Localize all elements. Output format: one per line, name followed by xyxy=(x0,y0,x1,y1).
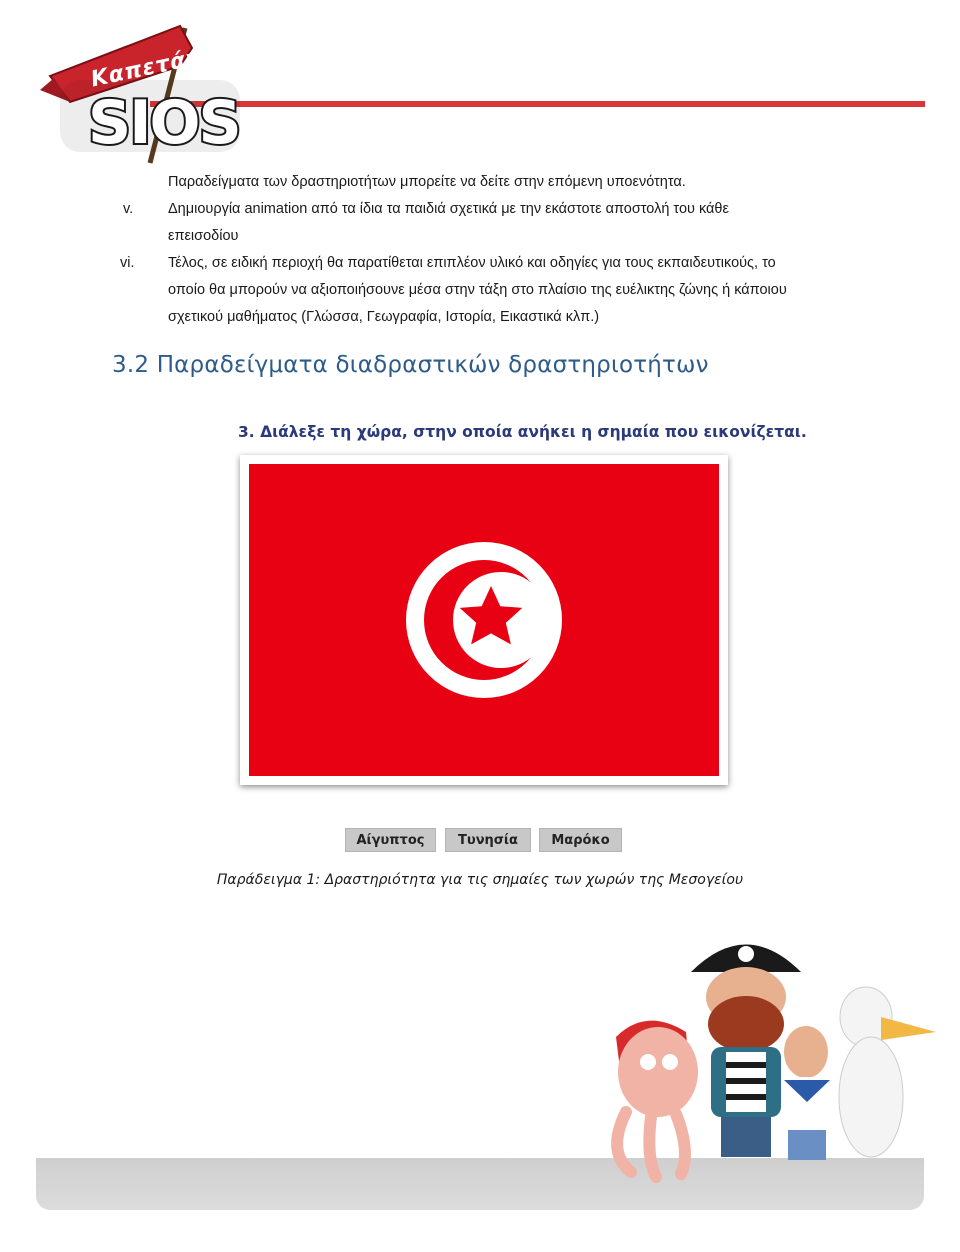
pirate-mascots-illustration xyxy=(596,922,956,1184)
list-line: σχετικού μαθήματος (Γλώσσα, Γεωγραφία, Ιστορία, Εικαστικά κλπ.) xyxy=(168,309,600,325)
tunisia-flag-image xyxy=(249,464,719,776)
list-line: Παραδείγματα των δραστηριοτήτων μπορείτε να δείτε στην επόμενη υποενότητα. xyxy=(168,174,686,190)
list-line: επεισοδίου xyxy=(168,228,239,244)
figure-caption: Παράδειγμα 1: Δραστηριότητα για τις σημαίες των χωρών της Μεσογείου xyxy=(216,872,744,888)
kapetan-sios-logo xyxy=(30,18,245,168)
list-marker: vi. xyxy=(120,255,135,271)
list-item xyxy=(168,200,729,245)
section-heading: 3.2 Παραδείγματα διαδραστικών δραστηριοτήτων xyxy=(112,352,709,378)
list-line: Τέλος, σε ειδική περιοχή θα παρατίθεται επιπλέον υλικό και οδηγίες για τους εκπαιδευτικούς, το xyxy=(168,255,776,271)
list-line: Δημιουργία animation από τα ίδια τα παιδιά σχετικά με την εκάστοτε αποστολή του κάθε xyxy=(168,201,729,217)
flag-image-frame xyxy=(240,455,728,785)
logo-title: Καπετάν xyxy=(88,44,205,93)
answer-button-egypt[interactable]: Αίγυπτος xyxy=(345,828,436,852)
header-rule xyxy=(150,101,925,107)
logo-word: SIOS xyxy=(88,88,240,158)
mascots-graphic xyxy=(596,922,956,1184)
list-line: οποίο θα μπορούν να αξιοποιήσουνε μέσα στην τάξη στο πλαίσιο της ευέλικτης ζώνης ή κάποιου xyxy=(168,282,787,298)
flag-emblem xyxy=(249,464,719,776)
question-text: 3. Διάλεξε τη χώρα, στην οποία ανήκει η σημαία που εικονίζεται. xyxy=(238,423,807,441)
answer-button-morocco[interactable]: Μαρόκο xyxy=(539,828,622,852)
list-marker: v. xyxy=(123,201,134,217)
list-item xyxy=(168,254,787,326)
list-item xyxy=(168,173,686,191)
answer-button-tunisia[interactable]: Τυνησία xyxy=(445,828,531,852)
